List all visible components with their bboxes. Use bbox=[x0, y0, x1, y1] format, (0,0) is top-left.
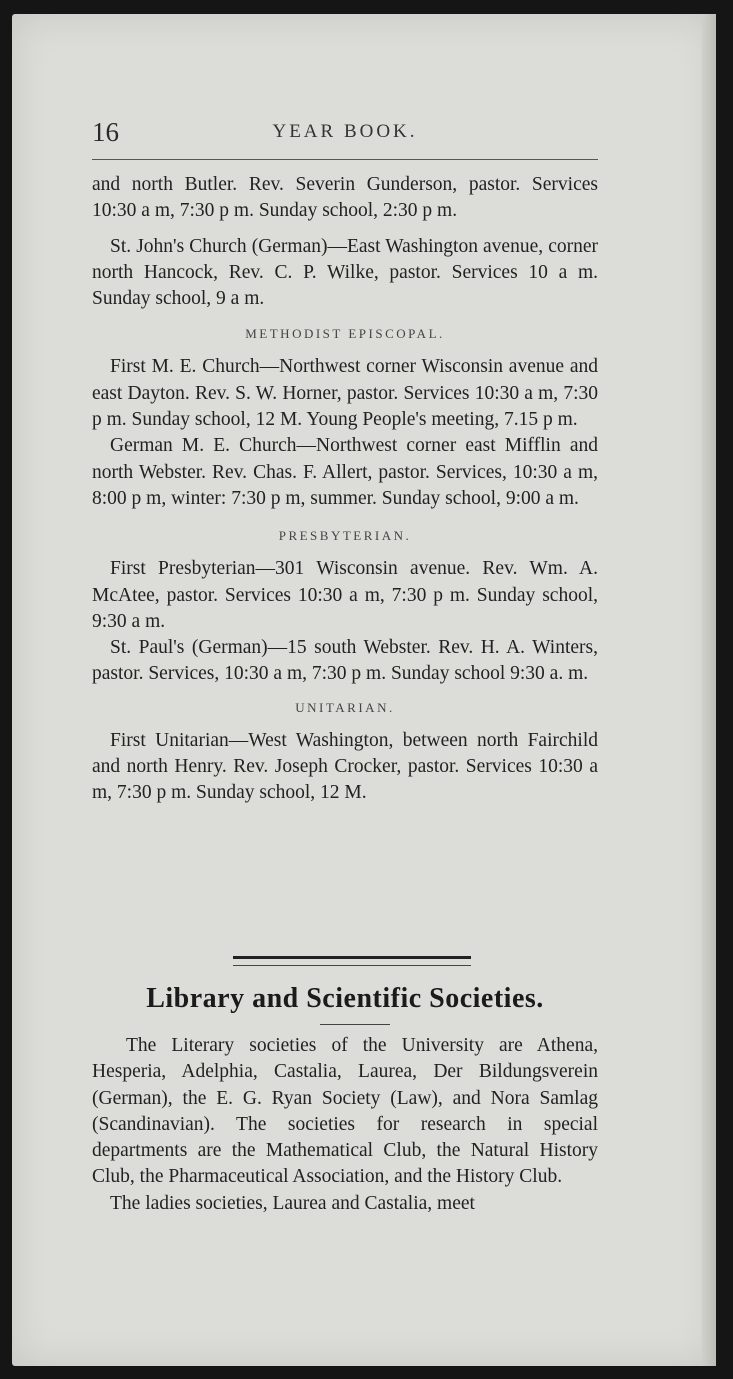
paragraph-2: St. John's Church (German)—East Washington avenue, corner north Hancock, Rev. C. P. Wilke, pastor. Services 10 a m. Sunday school, 9 a m. bbox=[92, 235, 598, 310]
running-head bbox=[92, 117, 598, 153]
paragraph-5: First Presbyterian—301 Wisconsin avenue. Rev. Wm. A. McAtee, pastor. Services 10:30 a m, 7:30 p m. Sunday school, 9:30 a m. bbox=[92, 558, 598, 632]
paragraph-4: German M. E. Church—Northwest corner east Mifflin and north Webster. Rev. Chas. F. Allert, pastor. Services, 10:30 a m, 8:00 p m, winter: 7:30 p m, summer. Sunday school, 9:00 a m. bbox=[92, 435, 598, 509]
paragraph-9: The ladies societies, Laurea and Castalia, meet bbox=[110, 1192, 475, 1214]
page-edge bbox=[702, 14, 716, 1366]
heading-presbyterian: PRESBYTERIAN. bbox=[278, 528, 412, 544]
paragraph-7: First Unitarian—West Washington, between north Fairchild and north Henry. Rev. Joseph Crocker, pastor. Services 10:30 a m, 7:30 p m. Sunday school, 12 M. bbox=[92, 729, 598, 804]
section-title: Library and Scientific Societies. bbox=[146, 983, 544, 1014]
title-underline bbox=[320, 1024, 390, 1025]
paragraph-6: St. Paul's (German)—15 south Webster. Rev. H. A. Winters, pastor. Services, 10:30 a m, 7:30 p m. Sunday school 9:30 a. m. bbox=[92, 637, 598, 685]
text-block-top bbox=[92, 172, 598, 807]
text-block-bottom bbox=[92, 1033, 598, 1217]
heading-methodist: METHODIST EPISCOPAL. bbox=[245, 326, 445, 342]
heading-unitarian: UNITARIAN. bbox=[295, 699, 395, 715]
section-divider bbox=[233, 956, 471, 966]
header-rule bbox=[92, 159, 598, 160]
paragraph-8: The Literary societies of the University are Athena, Hesperia, Adelphia, Castalia, Laurea, Der Bildungsverein (German), the E. G. Ryan Society (Law), and Nora Samlag (Scandinavian). The societies for research in special departments are the Mathematical Club, the Natural History Club, the Pharmaceutical Association, and the History Club. bbox=[92, 1035, 598, 1188]
page-number: 16 bbox=[92, 117, 119, 147]
paragraph-1: and north Butler. Rev. Severin Gunderson, pastor. Services 10:30 a m, 7:30 p m. Sunday school, 2:30 p m. bbox=[92, 174, 598, 222]
running-title: YEAR BOOK. bbox=[272, 121, 418, 142]
paragraph-3: First M. E. Church—Northwest corner Wisconsin avenue and east Dayton. Rev. S. W. Horner, pastor. Services 10:30 a m, 7:30 p m. Sunday school, 12 M. Young People's meeting, 7.15 p m. bbox=[92, 356, 598, 431]
